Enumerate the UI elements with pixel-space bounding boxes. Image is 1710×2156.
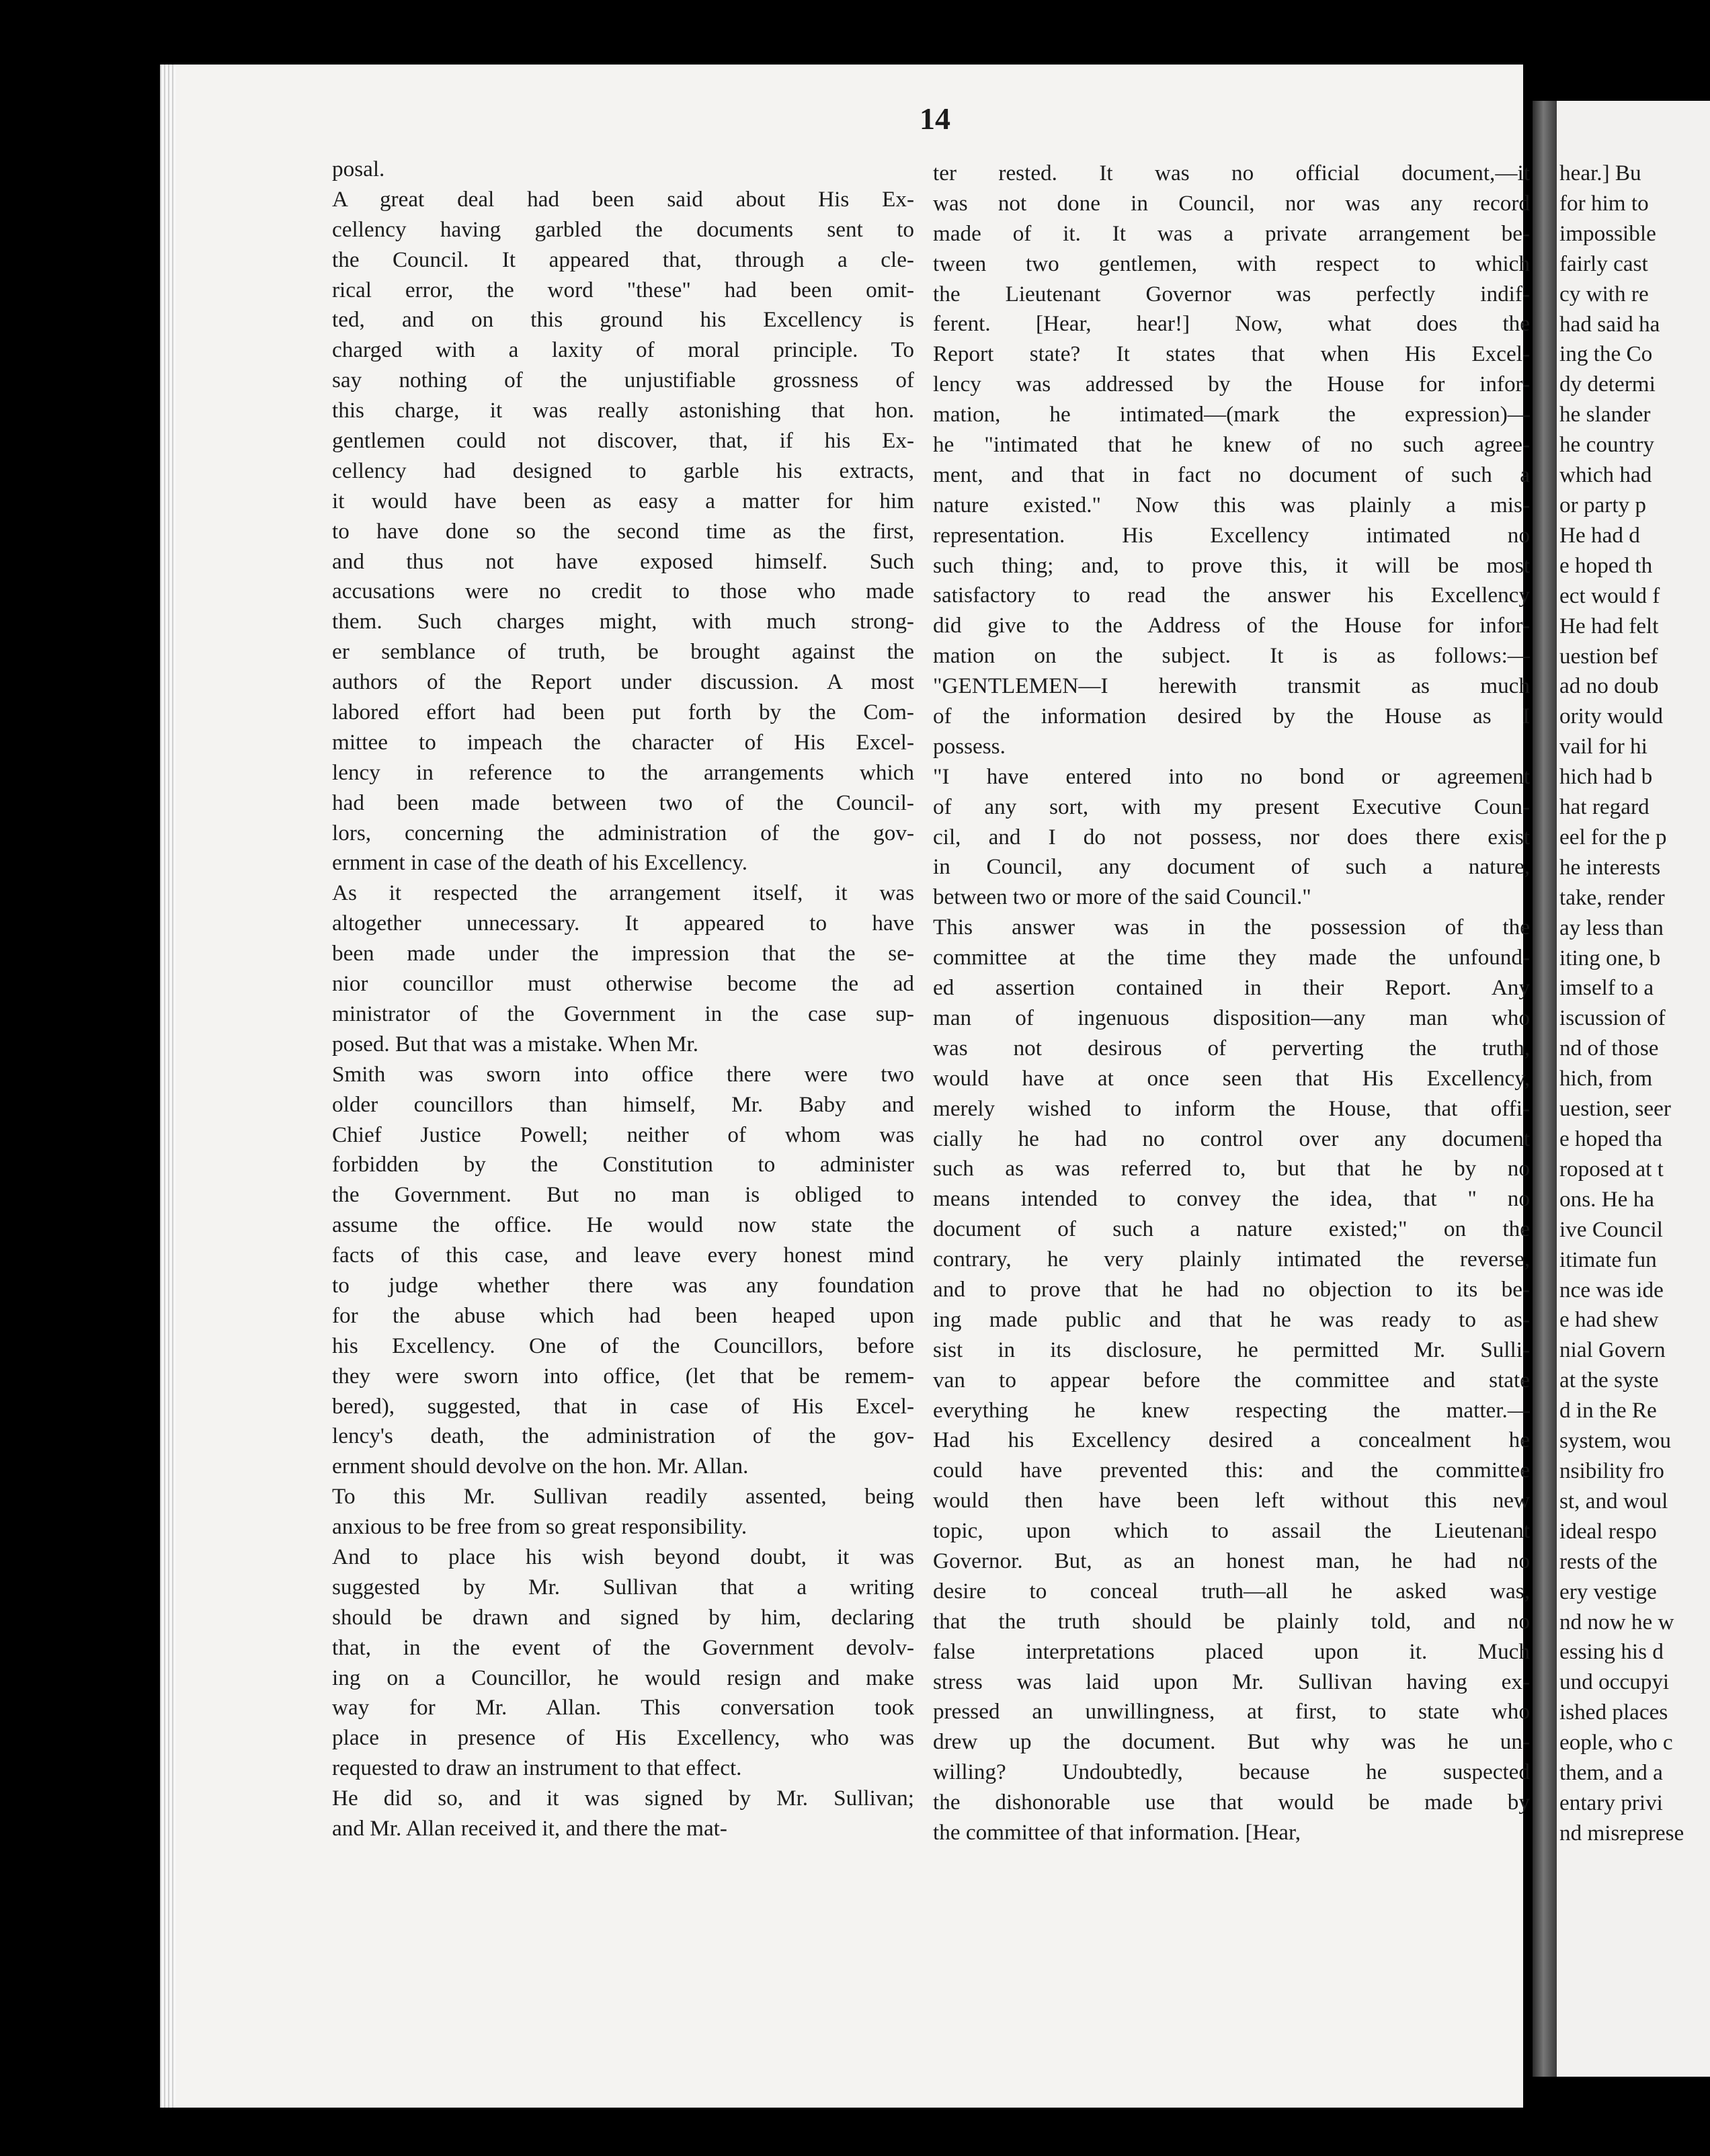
text-line: posal. [332, 157, 385, 181]
text-line: topic, upon which to assail the Lieutenant [933, 1518, 1530, 1544]
text-line: He had d [1559, 522, 1640, 548]
text-line: accusations were no credit to those who made [332, 579, 914, 604]
page-number: 14 [920, 101, 950, 136]
text-line: mittee to impeach the character of His Excel- [332, 729, 914, 755]
text-line: charged with a laxity of moral principle. To [332, 337, 914, 363]
text-line: nce was ide [1559, 1277, 1664, 1302]
text-line: to have done so the second time as the first, [332, 518, 914, 544]
text-line: altogether unnecessary. It appeared to have [332, 911, 914, 936]
text-line: rests of the [1559, 1548, 1658, 1574]
text-line: should be drawn and signed by him, declaring [332, 1604, 914, 1630]
text-line: Chief Justice Powell; neither of whom was [332, 1122, 914, 1147]
text-line: To this Mr. Sullivan readily assented, being [332, 1484, 914, 1509]
text-line: possess. [933, 733, 1006, 759]
text-line: or party p [1559, 492, 1647, 517]
text-line: false interpretations placed upon it. Much [933, 1639, 1530, 1664]
text-line: und occupyi [1559, 1669, 1670, 1695]
right-page-text-fragment [1559, 159, 1710, 1849]
text-line: for him to [1559, 190, 1649, 216]
text-line: in Council, any document of such a nature, [933, 854, 1530, 880]
text-line: he country [1559, 432, 1654, 458]
text-line: lors, concerning the administration of the gov- [332, 820, 914, 845]
text-line: uestion, seer [1559, 1096, 1671, 1122]
text-line: place in presence of His Excellency, who was [332, 1725, 914, 1751]
text-line: contrary, he very plainly intimated the reverse, [933, 1247, 1530, 1272]
left-text-column [332, 155, 914, 1844]
text-line: lency in reference to the arrangements which [332, 759, 914, 785]
text-line: his Excellency. One of the Councillors, before [332, 1333, 914, 1358]
text-line: merely wished to inform the House, that offi- [933, 1095, 1530, 1121]
text-line: the dishonorable use that would be made by [933, 1790, 1530, 1815]
text-line: cellency had designed to garble his extracts, [332, 458, 914, 483]
text-line: and to prove that he had no objection to its be- [933, 1276, 1530, 1302]
text-line: mation, he intimated—(mark the expression)— [933, 402, 1530, 427]
text-line: ernment should devolve on the hon. Mr. Allan. [332, 1454, 749, 1479]
text-line: say nothing of the unjustifiable grossness of [332, 368, 914, 393]
text-line: the Government. But no man is obliged to [332, 1182, 914, 1208]
text-line: representation. His Excellency intimated no [933, 522, 1530, 548]
text-line: sist in its disclosure, he permitted Mr. Sulli- [933, 1337, 1530, 1362]
text-line: to judge whether there was any foundation [332, 1272, 914, 1298]
text-line: nd now he w [1559, 1609, 1674, 1634]
text-line: ad no doub [1559, 673, 1659, 699]
text-line: nd misreprese [1559, 1820, 1684, 1846]
text-line: imself to a [1559, 975, 1654, 1001]
text-line: they were sworn into office, (let that be remem- [332, 1363, 914, 1388]
text-line: drew up the document. But why was he un- [933, 1729, 1530, 1755]
text-line: that the truth should be plainly told, and no [933, 1608, 1530, 1634]
text-line: was not done in Council, nor was any record [933, 190, 1530, 216]
text-line: nsibility fro [1559, 1458, 1664, 1483]
text-line: could have prevented this: and the committee [933, 1458, 1530, 1483]
text-line: st, and woul [1559, 1488, 1668, 1514]
text-line: man of ingenuous disposition—any man who [933, 1005, 1530, 1030]
text-line: he interests [1559, 854, 1661, 880]
text-line: older councillors than himself, Mr. Baby and [332, 1091, 914, 1117]
text-line: uestion bef [1559, 643, 1658, 669]
text-line: it would have been as easy a matter for him [332, 488, 914, 513]
text-line: cil, and I do not possess, nor does there exist [933, 824, 1530, 849]
text-line: ons. He ha [1559, 1186, 1655, 1212]
text-line: pressed an unwillingness, at first, to state who [933, 1699, 1530, 1725]
text-line: hich had b [1559, 764, 1653, 790]
text-line: er semblance of truth, be brought against the [332, 639, 914, 665]
text-line: document of such a nature existed;" on the [933, 1216, 1530, 1242]
text-line: nial Govern [1559, 1337, 1666, 1363]
text-line: of the information desired by the House as I [933, 704, 1530, 729]
text-line: assume the office. He would now state the [332, 1212, 914, 1238]
text-line: d in the Re [1559, 1398, 1657, 1423]
text-line: ed assertion contained in their Report. Any [933, 975, 1530, 1001]
text-line: way for Mr. Allan. This conversation took [332, 1695, 914, 1720]
text-line: iscussion of [1559, 1005, 1666, 1031]
text-line: the Lieutenant Governor was perfectly indif- [933, 281, 1530, 306]
text-line: van to appear before the committee and state [933, 1367, 1530, 1393]
text-line: nature existed." Now this was plainly a mis- [933, 492, 1530, 517]
text-line: e hoped th [1559, 552, 1653, 578]
text-line: essing his d [1559, 1639, 1664, 1665]
text-line: desire to conceal truth—all he asked was, [933, 1578, 1530, 1604]
page-edge-lines [160, 65, 176, 2108]
text-line: stress was laid upon Mr. Sullivan having ex- [933, 1669, 1530, 1694]
text-line: He had felt [1559, 613, 1659, 638]
text-line: He did so, and it was signed by Mr. Sullivan; [332, 1786, 914, 1811]
text-line: itimate fun [1559, 1247, 1657, 1272]
text-line: ment, and that in fact no document of such a [933, 462, 1530, 487]
text-line: cially he had no control over any document [933, 1126, 1530, 1151]
text-line: roposed at t [1559, 1156, 1664, 1181]
text-line: ernment in case of the death of his Excellency. [332, 850, 748, 876]
text-line: them, and a [1559, 1760, 1663, 1786]
text-line: lency's death, the administration of the gov- [332, 1423, 914, 1449]
text-line: means intended to convey the idea, that " no [933, 1186, 1530, 1212]
text-line: committee at the time they made the unfound- [933, 945, 1530, 970]
text-line: impossible [1559, 220, 1656, 246]
text-line: mation on the subject. It is as follows:— [933, 643, 1530, 669]
text-line: ished places [1559, 1700, 1668, 1725]
text-line: requested to draw an instrument to that effect. [332, 1755, 742, 1781]
text-line: he slander [1559, 402, 1651, 427]
text-line: been made under the impression that the se- [332, 941, 914, 966]
text-line: "GENTLEMEN—I herewith transmit as much [933, 673, 1530, 699]
text-line: bered), suggested, that in case of His Excel- [332, 1393, 914, 1419]
text-line: dy determi [1559, 372, 1656, 397]
text-line: them. Such charges might, with much strong- [332, 609, 914, 634]
text-line: was not desirous of perverting the truth, [933, 1035, 1530, 1061]
text-line: ive Council [1559, 1216, 1663, 1242]
text-line: ter rested. It was no official document,—it [933, 161, 1530, 185]
text-line: And to place his wish beyond doubt, it was [332, 1544, 914, 1569]
text-line: ing made public and that he was ready to as- [933, 1307, 1530, 1332]
text-line: everything he knew respecting the matter.— [933, 1397, 1530, 1423]
text-line: Governor. But, as an honest man, he had no [933, 1548, 1530, 1573]
text-line: cellency having garbled the documents sent to [332, 216, 914, 242]
text-line: the Council. It appeared that, through a cle- [332, 247, 914, 272]
text-line: entary privi [1559, 1790, 1663, 1815]
text-line: ority would [1559, 704, 1663, 729]
text-line: rical error, the word "these" had been omit- [332, 277, 914, 302]
text-line: hear.] Bu [1559, 161, 1641, 185]
text-line: Smith was sworn into office there were two [332, 1061, 914, 1087]
text-line: made of it. It was a private arrangement be- [933, 220, 1530, 246]
text-line: As it respected the arrangement itself, it was [332, 880, 914, 906]
text-line: and Mr. Allan received it, and there the mat- [332, 1815, 727, 1841]
text-line: nd of those [1559, 1036, 1659, 1061]
middle-text-column [933, 159, 1530, 1848]
text-line: hich, from [1559, 1066, 1653, 1091]
text-line: ted, and on this ground his Excellency is [332, 307, 914, 333]
text-line: such thing; and, to prove this, it will be most [933, 552, 1530, 578]
text-line: ing the Co [1559, 341, 1653, 367]
text-line: ay less than [1559, 915, 1664, 940]
text-line: he "intimated that he knew of no such agree- [933, 432, 1530, 458]
text-line: ferent. [Hear, hear!] Now, what does the [933, 311, 1530, 337]
text-line: Report state? It states that when His Excel- [933, 341, 1530, 367]
text-line: hat regard [1559, 794, 1650, 820]
text-line: satisfactory to read the answer his Excellency [933, 583, 1530, 608]
text-line: labored effort had been put forth by the Com- [332, 700, 914, 725]
text-line: vail for hi [1559, 734, 1647, 759]
text-line: posed. But that was a mistake. When Mr. [332, 1031, 699, 1056]
text-line: the committee of that information. [Hear, [933, 1819, 1301, 1845]
text-line: e had shew [1559, 1307, 1659, 1333]
text-line: such as was referred to, but that he by no [933, 1156, 1530, 1181]
text-line: ideal respo [1559, 1518, 1657, 1544]
text-line: eople, who c [1559, 1730, 1673, 1755]
text-line: which had [1559, 462, 1652, 488]
text-line: suggested by Mr. Sullivan that a writing [332, 1574, 914, 1600]
text-line: take, render [1559, 884, 1665, 910]
text-line: for the abuse which had been heaped upon [332, 1302, 914, 1328]
text-line: forbidden by the Constitution to administer [332, 1152, 914, 1177]
text-line: that, in the event of the Government devolv- [332, 1634, 914, 1660]
text-line: had said ha [1559, 311, 1660, 337]
text-line: gentlemen could not discover, that, if his Ex- [332, 428, 914, 454]
text-line: nior councillor must otherwise become the ad [332, 971, 914, 997]
text-line: between two or more of the said Council." [933, 884, 1311, 910]
text-line: and thus not have exposed himself. Such [332, 548, 914, 574]
text-line: e hoped tha [1559, 1126, 1662, 1151]
text-line: system, wou [1559, 1428, 1671, 1454]
text-line: A great deal had been said about His Ex- [332, 186, 914, 212]
text-line: anxious to be free from so great responsibility. [332, 1514, 747, 1540]
text-line: fairly cast [1559, 251, 1648, 276]
text-line: would have at once seen that His Excellency, [933, 1065, 1530, 1091]
text-line: ery vestige [1559, 1579, 1657, 1604]
text-line: willing? Undoubtedly, because he suspected [933, 1759, 1530, 1785]
text-line: ect would f [1559, 583, 1660, 608]
text-line: This answer was in the possession of the [933, 915, 1530, 940]
text-line: at the syste [1559, 1368, 1659, 1393]
text-line: had been made between two of the Council- [332, 790, 914, 815]
text-line: would then have been left without this new [933, 1488, 1530, 1514]
text-line: Had his Excellency desired a concealment he [933, 1427, 1530, 1453]
text-line: eel for the p [1559, 824, 1667, 849]
text-line: ministrator of the Government in the case sup- [332, 1001, 914, 1026]
text-line: "I have entered into no bond or agreement [933, 763, 1530, 789]
text-line: this charge, it was really astonishing that hon. [332, 398, 914, 423]
text-line: lency was addressed by the House for infor- [933, 372, 1530, 397]
text-line: facts of this case, and leave every honest mind [332, 1243, 914, 1268]
text-line: ing on a Councillor, he would resign and make [332, 1665, 914, 1690]
text-line: iting one, b [1559, 945, 1661, 970]
text-line: tween two gentlemen, with respect to which [933, 251, 1530, 276]
text-line: of any sort, with my present Executive Coun- [933, 794, 1530, 819]
book-gutter [1533, 101, 1557, 2077]
text-line: authors of the Report under discussion. A most [332, 669, 914, 695]
text-line: did give to the Address of the House for infor- [933, 613, 1530, 638]
text-line: cy with re [1559, 281, 1649, 306]
